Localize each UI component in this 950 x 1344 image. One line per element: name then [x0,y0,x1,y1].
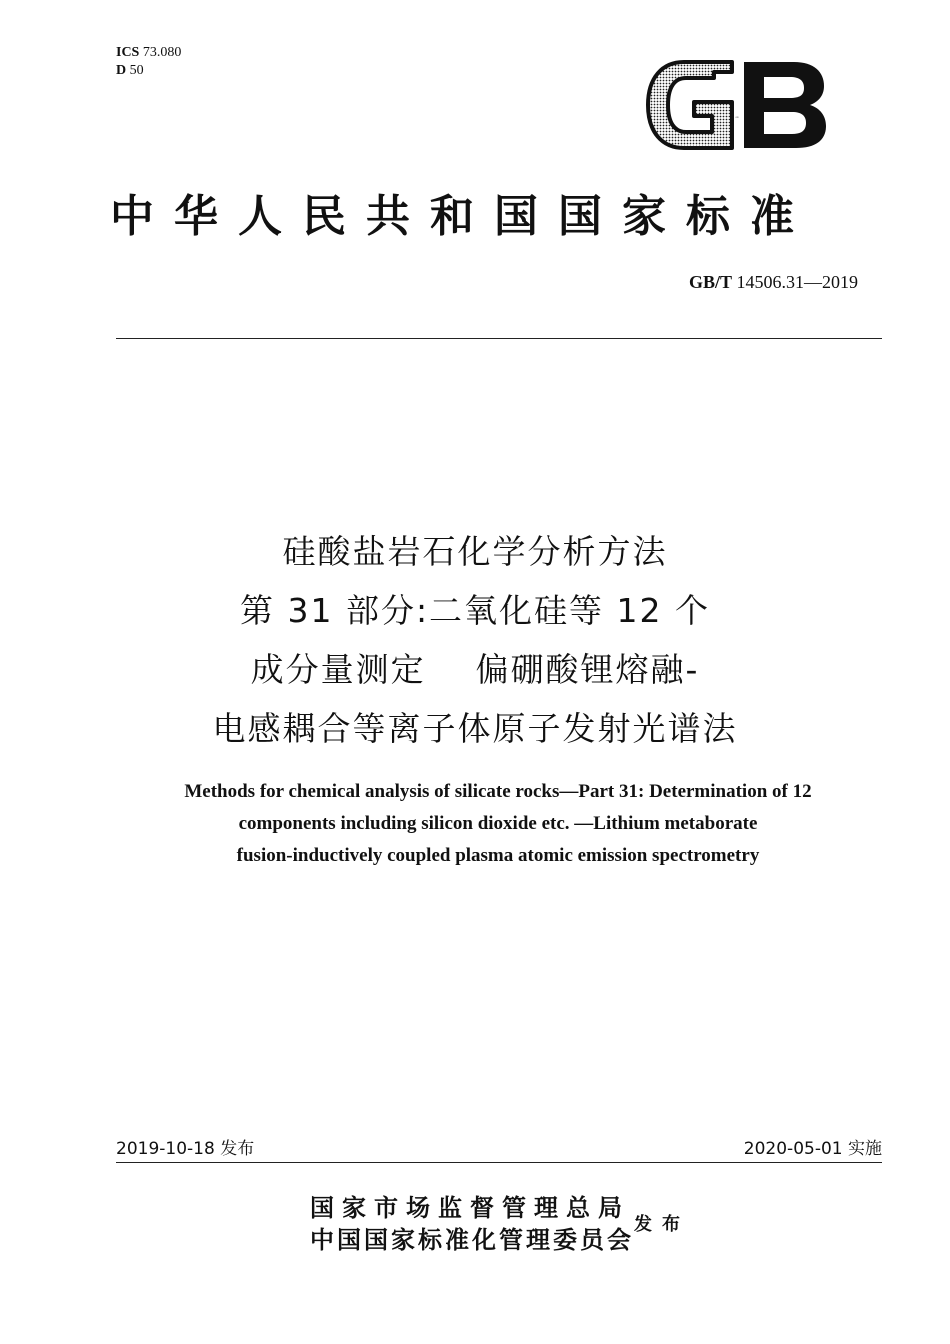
classification-codes [116,44,181,80]
standard-prefix: GB/T [688,272,732,292]
english-title-line-2: components including silicon dioxide etc. —Lithium metaborate [238,813,758,834]
issue-date: 2019-10-18 发布 [116,1139,255,1159]
english-title [0,776,950,872]
publishers [310,1192,634,1256]
english-title-line-1: Methods for chemical analysis of silicate rocks—Part 31: Determination of 12 [184,781,812,802]
title-line-4: 电感耦合等离子体原子发射光谱法 [212,709,738,748]
ccs-code: 50 [129,63,144,78]
title-line-2: 第 31 部分:二氧化硅等 12 个 [239,591,711,630]
chinese-title [0,522,950,758]
logo-text: GB [735,117,739,119]
publisher-sac: 中国国家标准化管理委员会 [310,1225,634,1254]
publisher-samr: 国家市场监督管理总局 [310,1193,630,1222]
standard-number [689,272,858,293]
english-title-line-3: fusion-inductively coupled plasma atomic emission spectrometry [236,845,760,866]
standard-code: 14506.31—2019 [736,272,858,292]
ics-label: ICS [116,45,140,60]
ccs-label: D [116,63,127,78]
title-line-3: 成分量测定 偏硼酸锂熔融- [250,650,700,689]
publish-label: 发布 [634,1214,690,1235]
national-standard-title: 中华人民共和国国家标准 [110,191,814,242]
top-divider [116,338,882,339]
implementation-date: 2020-05-01 实施 [743,1139,882,1159]
title-line-1: 硅酸盐岩石化学分析方法 [282,532,668,571]
ics-code: 73.080 [142,45,182,60]
bottom-divider [116,1162,882,1163]
gb-logo [644,58,830,152]
